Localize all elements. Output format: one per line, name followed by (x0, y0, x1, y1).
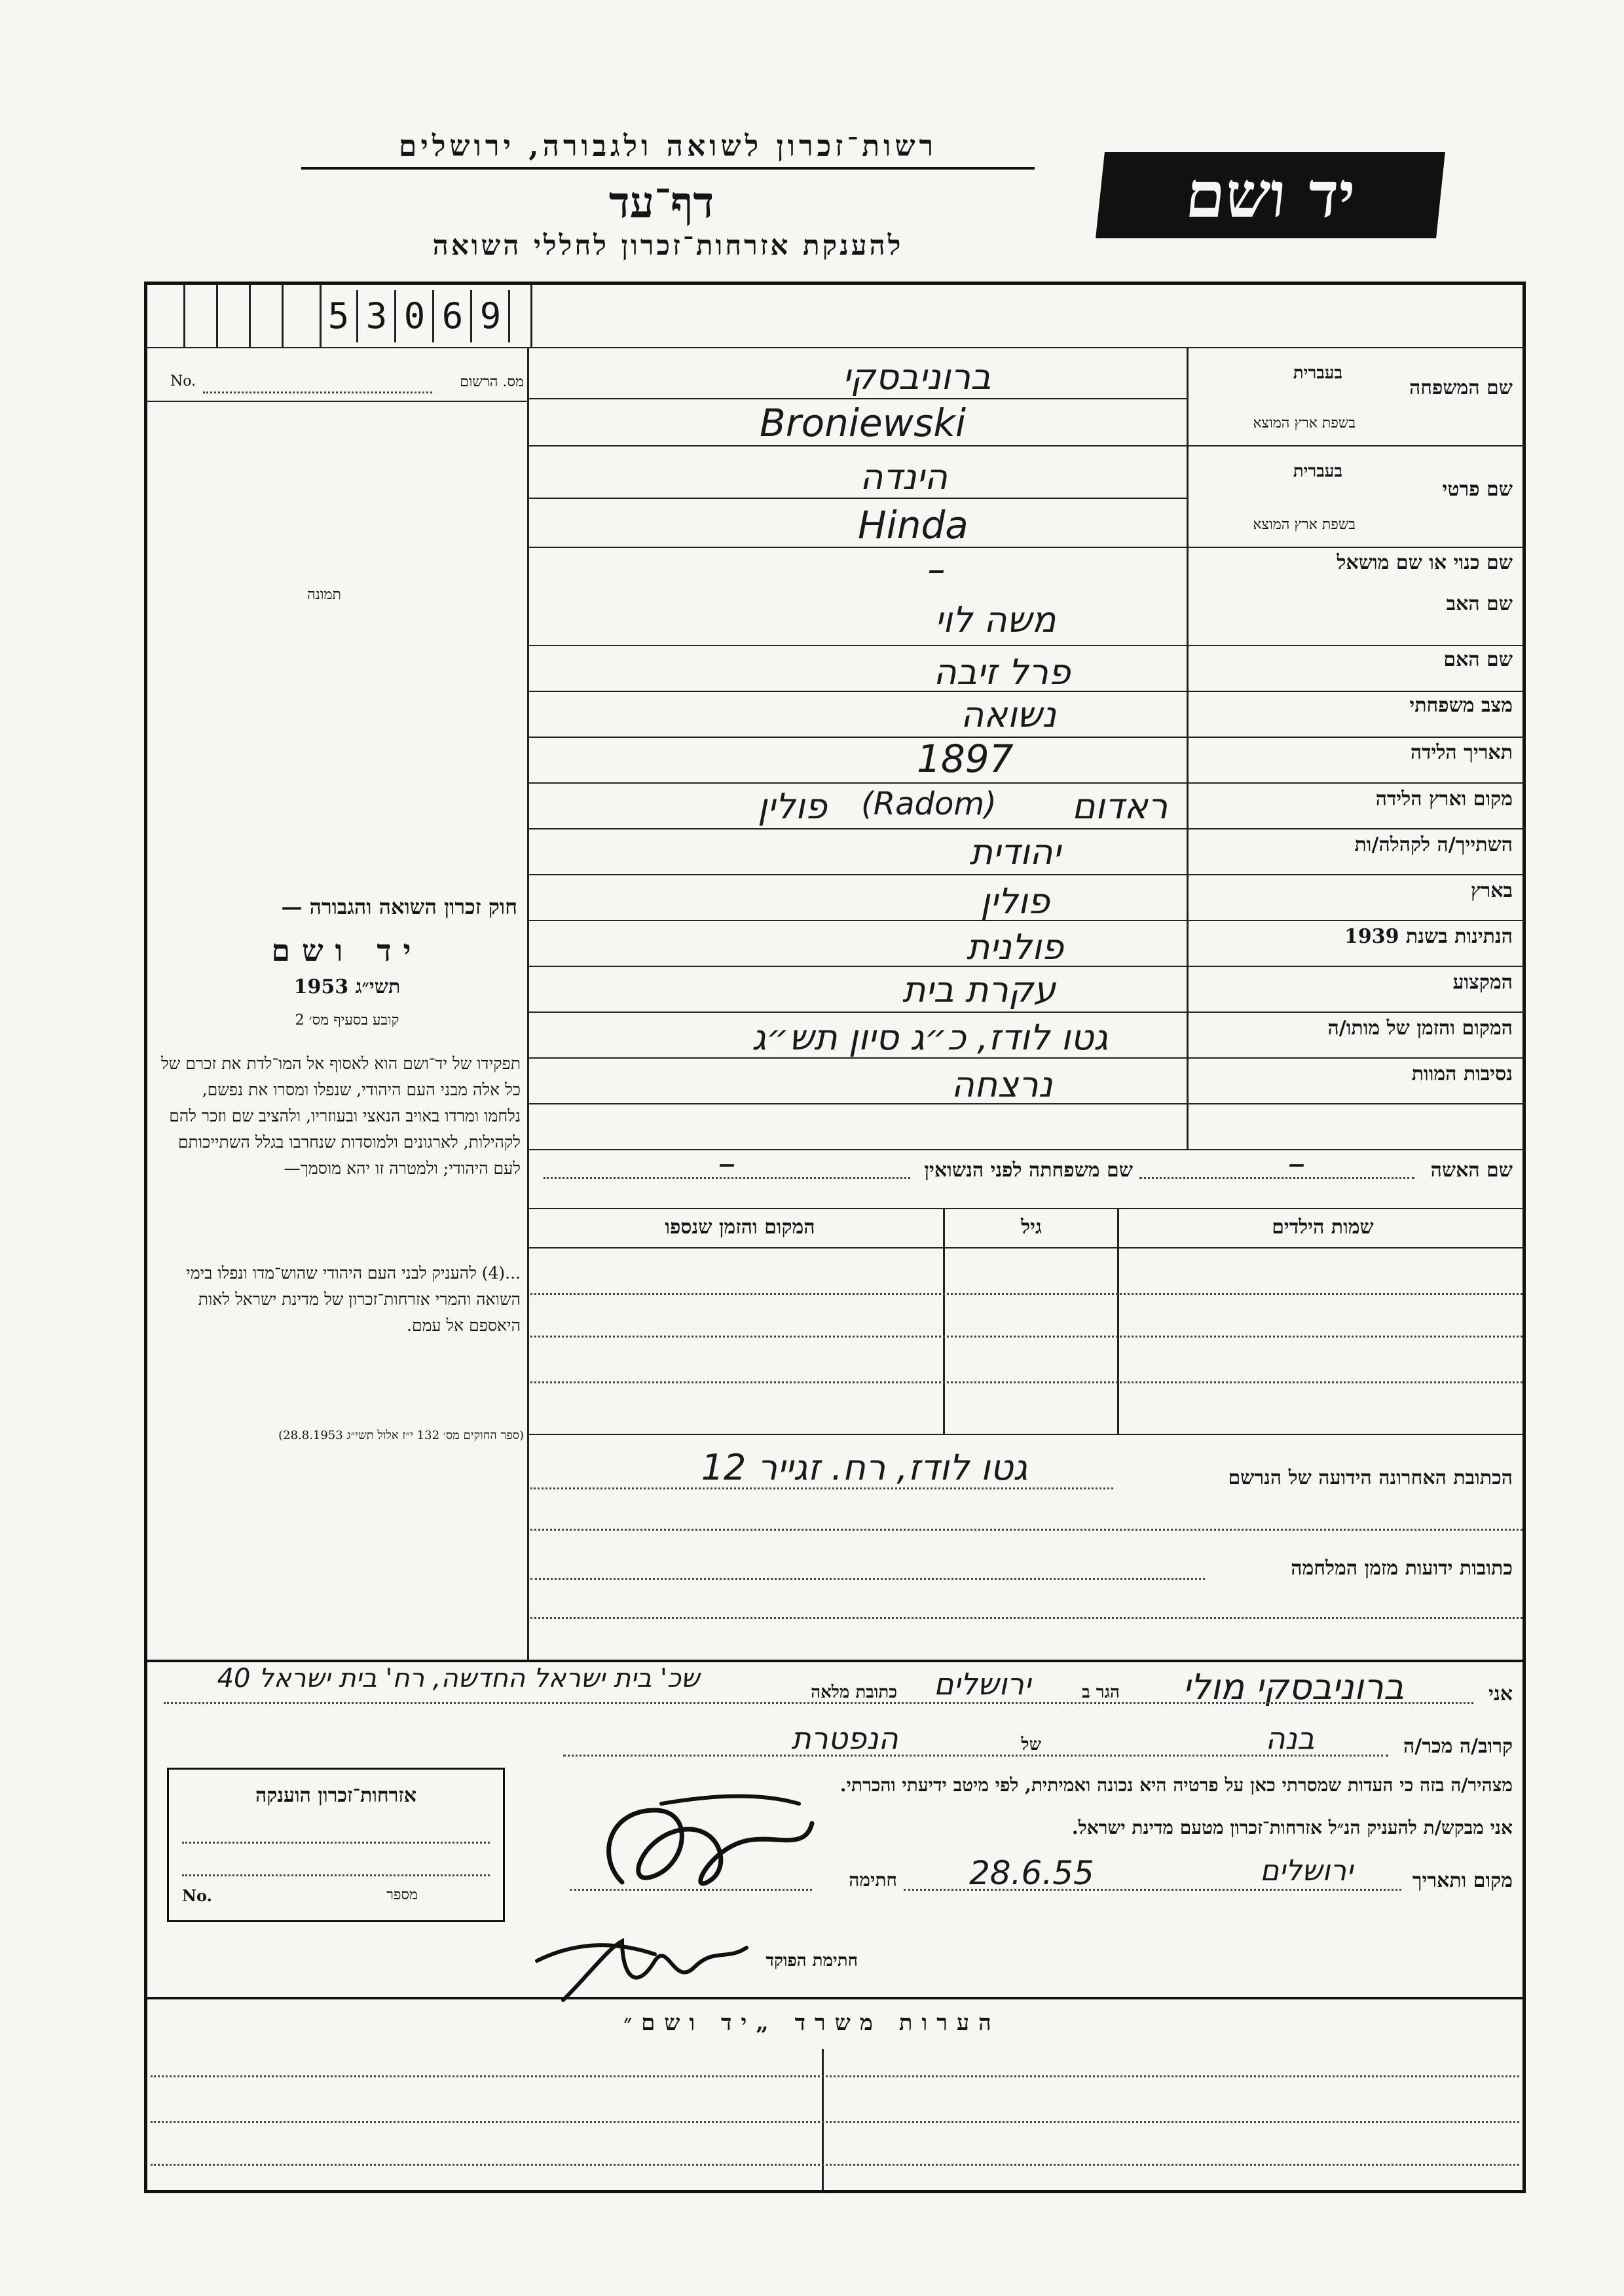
law-source: (ספר החוקים מס׳ 132 י״ז אלול תשי״ג 28.8.1953) (278, 1429, 524, 1442)
last-address-value: גטו לודז, רח. זגייר 12 (701, 1447, 1028, 1488)
reg-digit: 0 (397, 290, 434, 342)
death-cause-value: נרצחה (951, 1064, 1053, 1105)
stamp-number-label: מספר (386, 1887, 418, 1903)
relation-value: בנה (1265, 1721, 1315, 1756)
mother-name-value: פרל זיבה (933, 651, 1071, 693)
declaration-date: 28.6.55 (969, 1854, 1094, 1892)
wartime-address-label: כתובות ידועות מזמן המלחמה (1291, 1557, 1513, 1580)
law-body: תפקידו של יד־ושם הוא לאסוף אל המו־לדת את זכרם של כל אלה מבני העם היהודי, שנפלו ומסרו את נפשם, נלחמו ומרדו באויב הנאצי ובעוזריו, ולהציב שם וזכר להם לקהילות, לארגונים ולמוסדות שנחרבו בגלל השתייכותם לעם היהודי; ולמטרה זו יהא מוסמך— (160, 1054, 521, 1178)
reg-digit: 5 (321, 290, 358, 342)
reg-no-label: No. (170, 373, 196, 390)
family-name-label: שם המשפחה (1409, 376, 1513, 399)
place-date-label: מקום ותאריך (1412, 1869, 1513, 1892)
reg-number-label: מס. הרשום (460, 374, 524, 390)
death-place-time-label: המקום והזמן של מותו/ה (1327, 1017, 1513, 1040)
nickname-label: שם כנוי או שם מושאל (1337, 551, 1513, 574)
birth-place-city-hebrew: ראדום (1071, 786, 1168, 827)
birth-date-value: 1897 (917, 737, 1014, 781)
father-name-label: שם האב (1446, 592, 1513, 615)
birth-place-label: מקום וארץ הלידה (1375, 788, 1513, 811)
declarant-address: שכ' בית ישראל החדשה, רח' בית ישראל 40 (217, 1664, 700, 1694)
last-address-label: הכתובת האחרונה הידועה של הנרשם (1228, 1467, 1513, 1489)
first-name-hebrew-value: הינדה (860, 456, 948, 498)
maiden-name-label: שם משפחתה לפני הנשואין (924, 1159, 1133, 1182)
full-address-label: כתובת מלאה (811, 1683, 897, 1702)
of-label: של (1021, 1735, 1041, 1755)
mother-name-label: שם האם (1443, 648, 1513, 671)
children-names-header: שמות הילדים (1272, 1216, 1374, 1239)
family-name-origin-value: Broniewski (760, 401, 967, 445)
family-name-hebrew-sublabel: בעברית (1293, 363, 1342, 383)
declaration-statement: מצהיר/ה בזה כי העדות שמסרתי כאן על פרטיה היא נכונה ואמיתית, לפי מיטב ידיעתי והכרתי. (840, 1774, 1513, 1796)
declarant-name: ברוניבסקי מולי (1182, 1666, 1405, 1707)
children-age-header: גיל (1021, 1216, 1042, 1239)
family-name-hebrew-value: ברוניבסקי (842, 356, 991, 397)
signature-label: חתימה (849, 1869, 897, 1891)
reg-digit: 9 (473, 290, 510, 342)
birth-date-label: תאריך הלידה (1410, 741, 1513, 764)
nationality-value: פולנית (966, 926, 1064, 968)
declarant-city: ירושלים (933, 1666, 1031, 1702)
reg-digit: 6 (435, 290, 472, 342)
stamp-title: אזרחות־זכרון הוענקה (255, 1784, 417, 1807)
death-cause-label: נסיבות המוות (1411, 1063, 1513, 1085)
country-value: פולין (980, 881, 1050, 922)
law-heading: חוק זכרון השואה והגבורה — (281, 894, 517, 919)
maiden-name-value: – (718, 1142, 736, 1184)
reg-digit: 3 (359, 290, 396, 342)
birth-place-country: פולין (758, 786, 827, 827)
wife-name-value: – (1287, 1142, 1306, 1184)
wife-name-label: שם האשה (1430, 1159, 1513, 1182)
marital-status-value: נשואה (961, 694, 1056, 735)
declarant-i-label: אני (1488, 1683, 1513, 1705)
birth-place-city-latin: (Radom) (861, 786, 997, 822)
resides-label: הגר ב (1082, 1683, 1120, 1702)
stamp-no-label: No. (182, 1886, 212, 1905)
law-clause: קובע בסעיף מס׳ 2 (295, 1012, 399, 1029)
officer-signature-label: חתימת הפוקד (766, 1951, 858, 1971)
family-name-origin-sublabel: בשפת ארץ המוצא (1253, 415, 1356, 431)
marital-status-label: מצב משפחתי (1409, 694, 1513, 717)
profession-value: עקרת בית (902, 969, 1056, 1010)
citizenship-stamp-box (167, 1768, 505, 1922)
law-name: יד ושם (271, 933, 423, 968)
country-label: בארץ (1470, 879, 1513, 902)
first-name-origin-value: Hinda (858, 503, 969, 547)
law-year: תשי״ג 1953 (293, 975, 401, 998)
yad-vashem-logo: יד ושם (1096, 152, 1445, 238)
law-body-clause: ...(4) להעניק לבני העם היהודי שהוש־מדו ונפלו בימי השואה והמרי אזרחות־זכרון של מדינת ישראל לאות היאספם אל עמם. (186, 1264, 521, 1335)
nationality-label: הנתינות בשנת 1939 (1344, 925, 1513, 948)
declaration-place: ירושלים (1260, 1854, 1353, 1887)
photo-label: תמונה (307, 587, 341, 603)
first-name-hebrew-sublabel: בעברית (1293, 462, 1342, 481)
children-place-time-header: המקום והזמן שנספו (665, 1216, 815, 1239)
citizenship-request: אני מבקש/ת להעניק הנ״ל אזרחות־זכרון מטעם מדינת ישראל. (1071, 1817, 1513, 1838)
profession-label: המקצוע (1452, 971, 1513, 994)
of-value: הנפטרת (791, 1721, 898, 1756)
officer-signature (524, 1922, 760, 2013)
nickname-value: – (927, 549, 946, 590)
community-label: השתייך/ה לקהלה/ות (1354, 833, 1513, 856)
relation-label: קרוב/ה מכר/ה (1403, 1735, 1513, 1758)
form-title: דף־עד (608, 177, 714, 228)
declarant-signature (583, 1784, 832, 1908)
community-value: יהודית (969, 831, 1061, 873)
authority-title: רשות־זכרון לשואה ולגבורה, ירושלים (301, 130, 1035, 170)
first-name-origin-sublabel: בשפת ארץ המוצא (1253, 517, 1356, 533)
first-name-label: שם פרטי (1442, 478, 1513, 501)
father-name-value: משה לוי (934, 599, 1056, 640)
office-notes-title: הערות משרד „יד ושם״ (623, 2010, 1001, 2036)
death-place-time-value: גטו לודז, כ״ג סיון תש״ג (751, 1017, 1109, 1058)
form-subtitle: להענקת אזרחות־זכרון לחללי השואה (432, 229, 904, 261)
